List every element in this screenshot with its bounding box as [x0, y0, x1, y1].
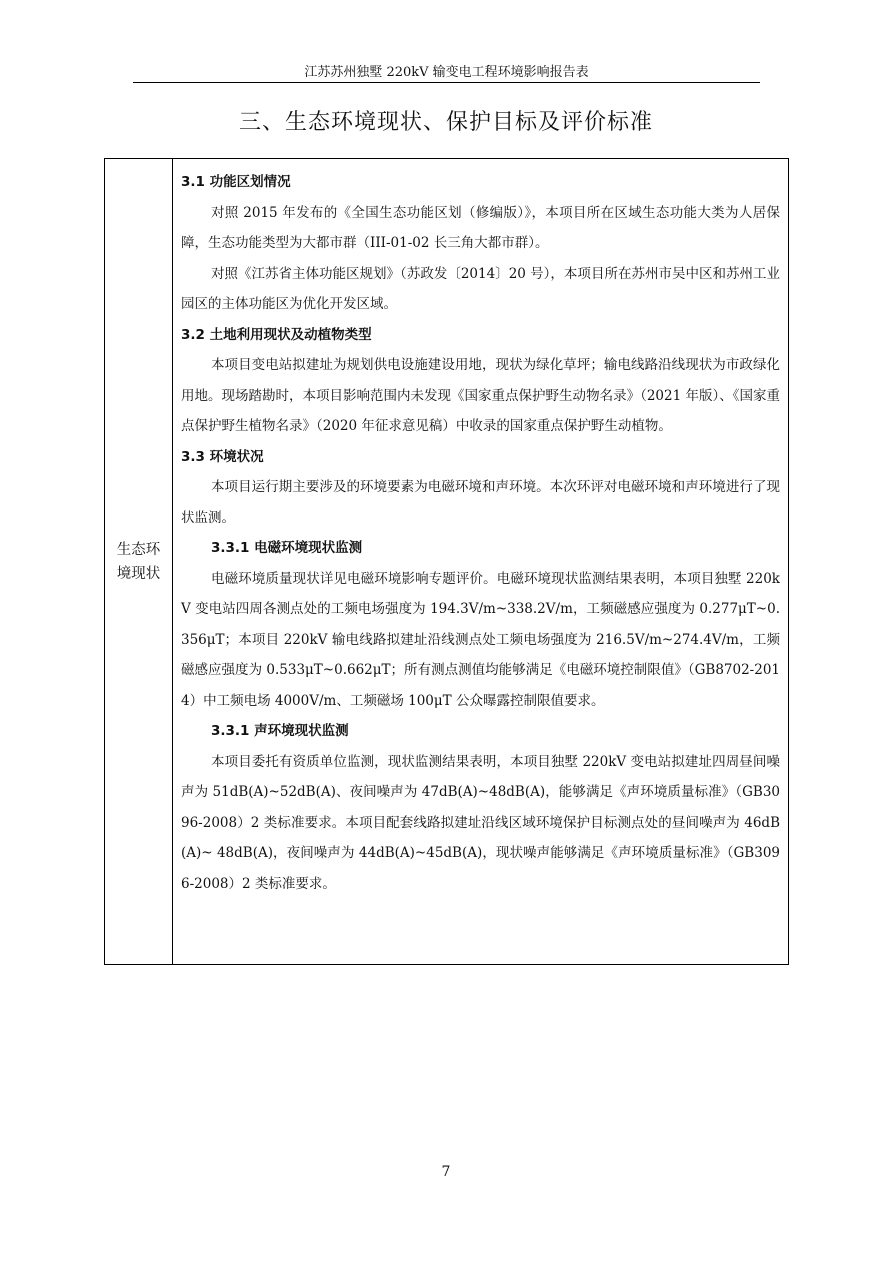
- section-title: 三、生态环境现状、保护目标及评价标准: [238, 110, 653, 135]
- heading-3-1: 3.1 功能区划情况: [181, 174, 291, 190]
- page-number: 7: [441, 1164, 451, 1180]
- heading-3-2: 3.2 土地利用现状及动植物类型: [181, 326, 372, 343]
- paragraph: 本项目委托有资质单位监测，现状监测结果表明，本项目独墅 220kV 变电站拟建址四周昼间噪声为 51dB(A)~52dB(A)、夜间噪声为 47dB(A)~48dB(A)，能够满足《声环境质量标准》（GB3096-2008）2 类标准要求。本项目配套线路拟建址沿线区域环境保护目标测点处的昼间噪声为 46dB(A)~ 48dB(A)，夜间噪声为 44dB(A)~45dB(A)，现状噪声能够满足《声环境质量标准》（GB3096-2008）2 类标准要求。: [181, 753, 780, 892]
- heading-3-3-1-em: 3.3.1 电磁环境现状监测: [211, 540, 363, 556]
- content-table: [104, 158, 789, 965]
- paragraph: 本项目运行期主要涉及的环境要素为电磁环境和声环境。本次环评对电磁环境和声环境进行了现状监测。: [181, 479, 780, 526]
- paragraph: 对照 2015 年发布的《全国生态功能区划（修编版）》，本项目所在区域生态功能大类为人居保障，生态功能类型为大都市群（III-01-02 长三角大都市群）。: [181, 204, 780, 251]
- heading-3-3-1-noise: 3.3.1 声环境现状监测: [211, 723, 349, 739]
- side-label-cell: [105, 159, 173, 964]
- paragraph: 对照《江苏省主体功能区规划》（苏政发〔2014〕20 号），本项目所在苏州市吴中区和苏州工业园区的主体功能区为优化开发区域。: [181, 265, 780, 312]
- content-cell: [173, 159, 788, 964]
- paragraph: 电磁环境质量现状详见电磁环境影响专题评价。电磁环境现状监测结果表明，本项目独墅 220kV 变电站四周各测点处的工频电场强度为 194.3V/m~338.2V/m，工频磁感应强度为 0.277μT~0.356μT；本项目 220kV 输电线路拟建址沿线测点处工频电场强度为 216.5V/m~274.4V/m，工频磁感应强度为 0.533μT~0.662μT；所有测点测值均能够满足《电磁环境控制限值》（GB8702-2014）中工频电场 4000V/m、工频磁场 100μT 公众曝露控制限值要求。: [181, 570, 780, 709]
- paragraph: 本项目变电站拟建址为规划供电设施建设用地，现状为绿化草坪；输电线路沿线现状为市政绿化用地。现场踏勘时，本项目影响范围内未发现《国家重点保护野生动物名录》（2021 年版）、《国家重点保护野生植物名录》（2020 年征求意见稿）中收录的国家重点保护野生动植物。: [181, 357, 780, 434]
- heading-3-3: 3.3 环境状况: [181, 448, 264, 465]
- side-label: 生态环境现状: [116, 541, 161, 582]
- running-header: 江苏苏州独墅 220kV 输变电工程环境影响报告表: [304, 65, 589, 80]
- header-rule: [133, 82, 760, 83]
